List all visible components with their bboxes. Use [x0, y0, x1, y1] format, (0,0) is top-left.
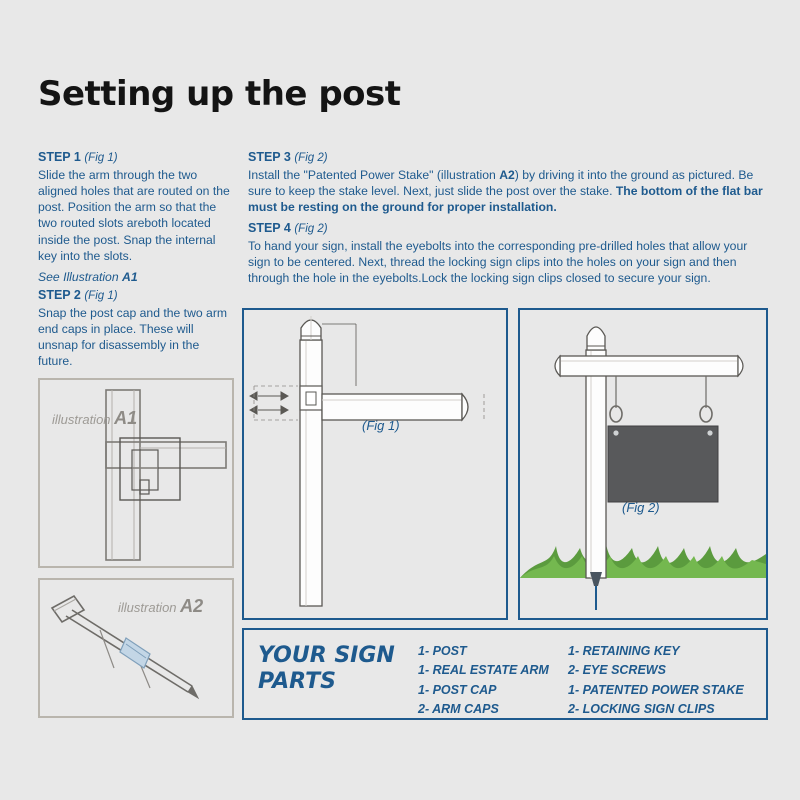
fig2-panel — [518, 308, 768, 620]
step-4-fig: (Fig 2) — [294, 223, 328, 236]
fig1-panel — [242, 308, 508, 620]
step-3-body — [248, 167, 768, 216]
step-3-body-part1: Install the "Patented Power Stake" (illustration — [248, 167, 500, 182]
step-3-block — [248, 150, 768, 215]
illustration-a2-label — [118, 596, 203, 617]
parts-column-2 — [568, 642, 744, 720]
part-item: 2- ARM CAPS — [418, 702, 499, 717]
part-item: 1- POST — [418, 644, 467, 658]
part-item: 1- REAL ESTATE ARM — [418, 663, 549, 678]
step-1-heading — [38, 150, 234, 166]
step-4-label: STEP 4 — [248, 221, 291, 236]
step-1-body: Slide the arm through the two aligned holes that are routed on the post. Position the arm so that the two routed slots areboth located inside the post. Snap the internal key into the slots. — [38, 167, 230, 263]
parts-title — [258, 643, 408, 696]
step-2-heading — [38, 288, 234, 304]
part-item: 2- EYE SCREWS — [568, 663, 666, 678]
step-3-body-part2: ) by driving it into the ground as pictured. Be sure to keep the stake level. Next, just slide the post over the stake. — [248, 167, 754, 198]
illustration-a2-ref: A2 — [180, 596, 204, 616]
eye-screws — [610, 376, 712, 422]
illustration-a1-ref: A1 — [114, 408, 138, 428]
parts-title-line2: PARTS — [258, 669, 336, 695]
step-2-fig: (Fig 1) — [84, 289, 118, 302]
illustration-a1-label — [52, 408, 137, 429]
illustration-a2-label-text: illustration — [118, 600, 181, 615]
page-title: Setting up the post — [38, 74, 401, 114]
see-illustration-ref: A1 — [122, 269, 138, 284]
right-text-column — [248, 150, 768, 293]
step-2-label: STEP 2 — [38, 287, 81, 302]
step-4-block — [248, 221, 768, 286]
step-1-label: STEP 1 — [38, 150, 81, 164]
parts-title-line1: YOUR SIGN — [258, 643, 395, 668]
parts-column-1 — [418, 642, 549, 720]
step-1-see-illustration — [38, 270, 234, 284]
step-3-heading — [248, 150, 768, 166]
step-4-body: To hand your sign, install the eyebolts into the corresponding pre-drilled holes that allow your sign to be centered. Next, thread the locking sign clips into the holes on your sign and then through the hole in the eyebolts.Lock the locking sign clips closed to secure your sign. — [248, 238, 748, 286]
fig2-drawing — [520, 310, 766, 618]
part-item: 1- RETAINING KEY — [568, 644, 680, 658]
see-illustration-text: See Illustration — [38, 269, 123, 284]
part-item: 1- PATENTED POWER STAKE — [568, 682, 744, 697]
step-2-body: Snap the post cap and the two arm end caps in place. These will unsnap for disassembly in the future. — [38, 305, 228, 369]
left-text-column — [38, 150, 234, 375]
part-item: 1- POST CAP — [418, 682, 497, 697]
illustration-a1-panel — [38, 378, 234, 568]
grass — [520, 544, 766, 578]
illustration-a1-label-text: illustration — [52, 412, 115, 427]
step-2-block — [38, 288, 234, 370]
fig1-caption: (Fig 1) — [362, 418, 400, 433]
step-3-label: STEP 3 — [248, 150, 291, 164]
part-item: 2- LOCKING SIGN CLIPS — [568, 702, 715, 717]
step-3-body-emphasis: The bottom of the flat bar must be resting on the ground for proper installation. — [248, 183, 763, 215]
step-1-fig: (Fig 1) — [84, 152, 118, 164]
step-3-fig: (Fig 2) — [294, 152, 328, 164]
step-1-block — [38, 150, 234, 284]
step-3-illustration-ref: A2 — [499, 167, 515, 182]
fig2-caption: (Fig 2) — [622, 500, 660, 515]
step-4-heading — [248, 221, 768, 237]
fig1-drawing — [244, 310, 506, 618]
